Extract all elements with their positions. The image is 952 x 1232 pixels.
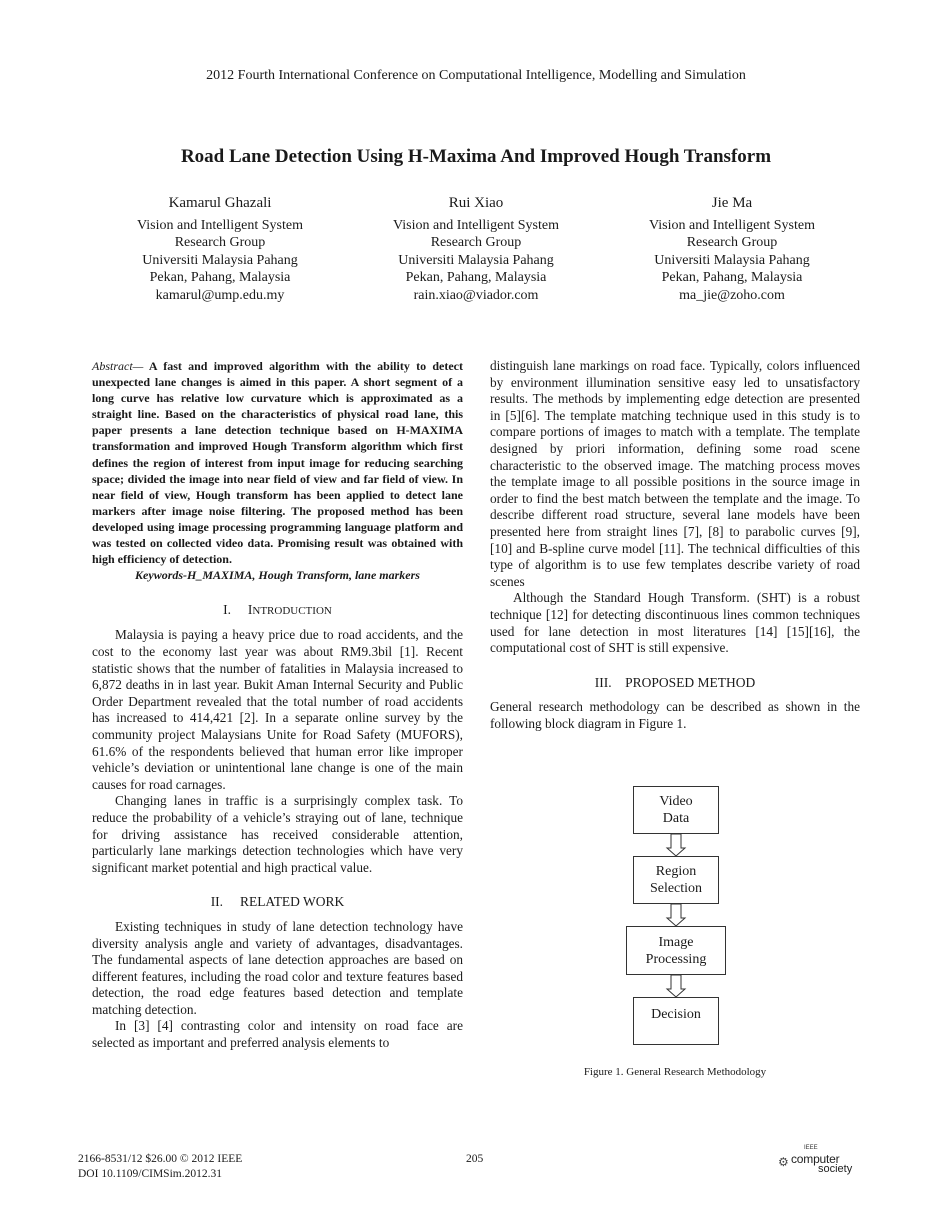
step-label: Decision (651, 1006, 701, 1022)
author-affiliation: Research Group (686, 235, 778, 250)
author-affiliation: Universiti Malaysia Pahang (398, 252, 554, 268)
section-title: PROPOSED METHOD (625, 674, 756, 690)
step-label: Data (662, 811, 690, 826)
doi-line: DOI 10.1109/CIMSim.2012.31 (78, 1168, 222, 1180)
author-name: Kamarul Ghazali (168, 195, 272, 211)
section-number: I. (223, 601, 232, 617)
conference-header: 2012 Fourth International Conference on Computational Intelligence, Modelling and Simulation (206, 68, 746, 83)
abstract-text: A fast and improved algorithm with the ability to detect unexpected lane changes is aimed in this paper. A short segment of a long curve has relative low curvature which is approximated as a straight line. Based on the characteristics of physical road lane, this paper presents a lane detection technique based on H-MAXIMA transformation and improved Hough Transform algorithm which first defines the region of interest from input image for reducing searching space; divided the image into near field of view and far field of view. In near field of view, Hough transform has been applied to detect lane markers after image noise filtering. The proposed method has been developed using image processing programming language platform and was tested on collected video data. Promising result was obtained with high efficiency of detection. (92, 359, 463, 567)
author-affiliation: Pekan, Pahang, Malaysia (149, 270, 291, 285)
step-label: Selection (649, 881, 703, 896)
section-number: II. (210, 894, 224, 910)
author-affiliation: Research Group (430, 235, 522, 250)
author-affiliation: Vision and Intelligent System (137, 217, 303, 233)
paragraph: Existing techniques in study of lane detection technology have diversity analysis angle and variety of advantages, disadvantages. The fundamental aspects of lane detection approaches are based on different features, including the road color and texture features based detection, the road edge features based detection and template matching detection. (92, 918, 463, 1017)
author-affiliation: Pekan, Pahang, Malaysia (405, 270, 547, 285)
section-title: RELATED WORK (239, 894, 345, 910)
ieee-cs-logo (778, 1146, 860, 1176)
logo-computer: computer (791, 1152, 840, 1166)
copyright-line: 2166-8531/12 $26.00 © 2012 IEEE (78, 1153, 243, 1165)
author-email: rain.xiao@viador.com (413, 287, 539, 303)
author-email: ma_jie@zoho.com (679, 287, 785, 303)
arrow-down-icon (667, 904, 685, 926)
step-label: Image (658, 934, 694, 950)
paragraph: General research methodology can be described as shown in the following block diagram in Figure 1. (490, 699, 860, 731)
arrow-down-icon (667, 834, 685, 856)
paragraph: Changing lanes in traffic is a surprisingly complex task. To reduce the probability of a vehicle’s straying out of lane, technique for driving assistance has received considerable attention, particularly lane markings detection technologies which have very significant market potential and high practical value. (92, 793, 463, 875)
step-label: Processing (645, 951, 707, 967)
author-affiliation: Vision and Intelligent System (649, 217, 815, 233)
figure-caption: Figure 1. General Research Methodology (583, 1066, 767, 1078)
paragraph: distinguish lane markings on road face. Typically, colors influenced by environment illumination sensitive easy led to unsatisfactory results. The methods by implementing edge detection are presented in [5][6]. The template matching technique used in this study is to compare portions of images to match with a template. The template designed by priori information, defining some road scene characteristic to the observed image. The matching process moves the template image to all possible positions in the source image in order to find the best match between the template and the image. To describe different road structure, several lane models have been presented here from straight lines [7], [8] to parabolic curves [9], [10] and B-spline curve model [11]. The technical difficulties of this type of algorithm is to use few templates describe variety of road scenes (490, 358, 860, 589)
author-email: kamarul@ump.edu.my (155, 287, 285, 303)
paper-title: Road Lane Detection Using H-Maxima And Improved Hough Transform (180, 146, 772, 167)
paragraph: Malaysia is paying a heavy price due to road accidents, and the cost to the economy last year was about RM9.3bil [1]. Recent statistic shows that the number of fatalities in Malaysia increased to 6,872 deaths in in last year. Bukit Aman Internal Security and Public Order Department revealed that the total number of road accidents has increased to 414,421 [2]. In a separate online survey by the community project Malaysians Unite for Road Safety (MUFORS), 61.6% of the respondents believed that human error like improper vehicle’s deviation or unintentional lane change is one of the main causes for road carnages. (92, 627, 463, 792)
paragraph: In [3] [4] contrasting color and intensity on road face are selected as important and preferred analysis elements to (92, 1018, 463, 1051)
arrow-down-icon (667, 975, 685, 997)
keywords: Keywords-H_MAXIMA, Hough Transform, lane markers (135, 568, 420, 583)
gear-icon: ⚙ (778, 1155, 789, 1169)
section-number: III. (594, 674, 612, 690)
paragraph: Although the Standard Hough Transform. (SHT) is a robust technique [12] for detecting discontinuous lines common techniques used for lane detection in most literatures [14] [15][16], the computational cost of SHT is still expensive. (490, 590, 860, 656)
logo-society: society (818, 1163, 853, 1175)
author-name: Jie Ma (711, 195, 753, 211)
page-number: 205 (466, 1153, 484, 1165)
author-affiliation: Universiti Malaysia Pahang (142, 252, 298, 268)
step-label: Region (655, 864, 697, 879)
abstract-label: Abstract— (92, 359, 144, 373)
author-affiliation: Universiti Malaysia Pahang (654, 252, 810, 268)
author-name: Rui Xiao (448, 195, 504, 211)
author-affiliation: Vision and Intelligent System (393, 217, 559, 233)
author-affiliation: Research Group (174, 235, 266, 250)
section-title-rest: NTRODUCTION (252, 604, 332, 617)
section-title-first: I (247, 601, 253, 617)
author-affiliation: Pekan, Pahang, Malaysia (661, 270, 803, 285)
logo-ieee: IEEE (804, 1145, 818, 1151)
step-label: Video (659, 794, 693, 809)
footer-left (78, 1152, 242, 1182)
